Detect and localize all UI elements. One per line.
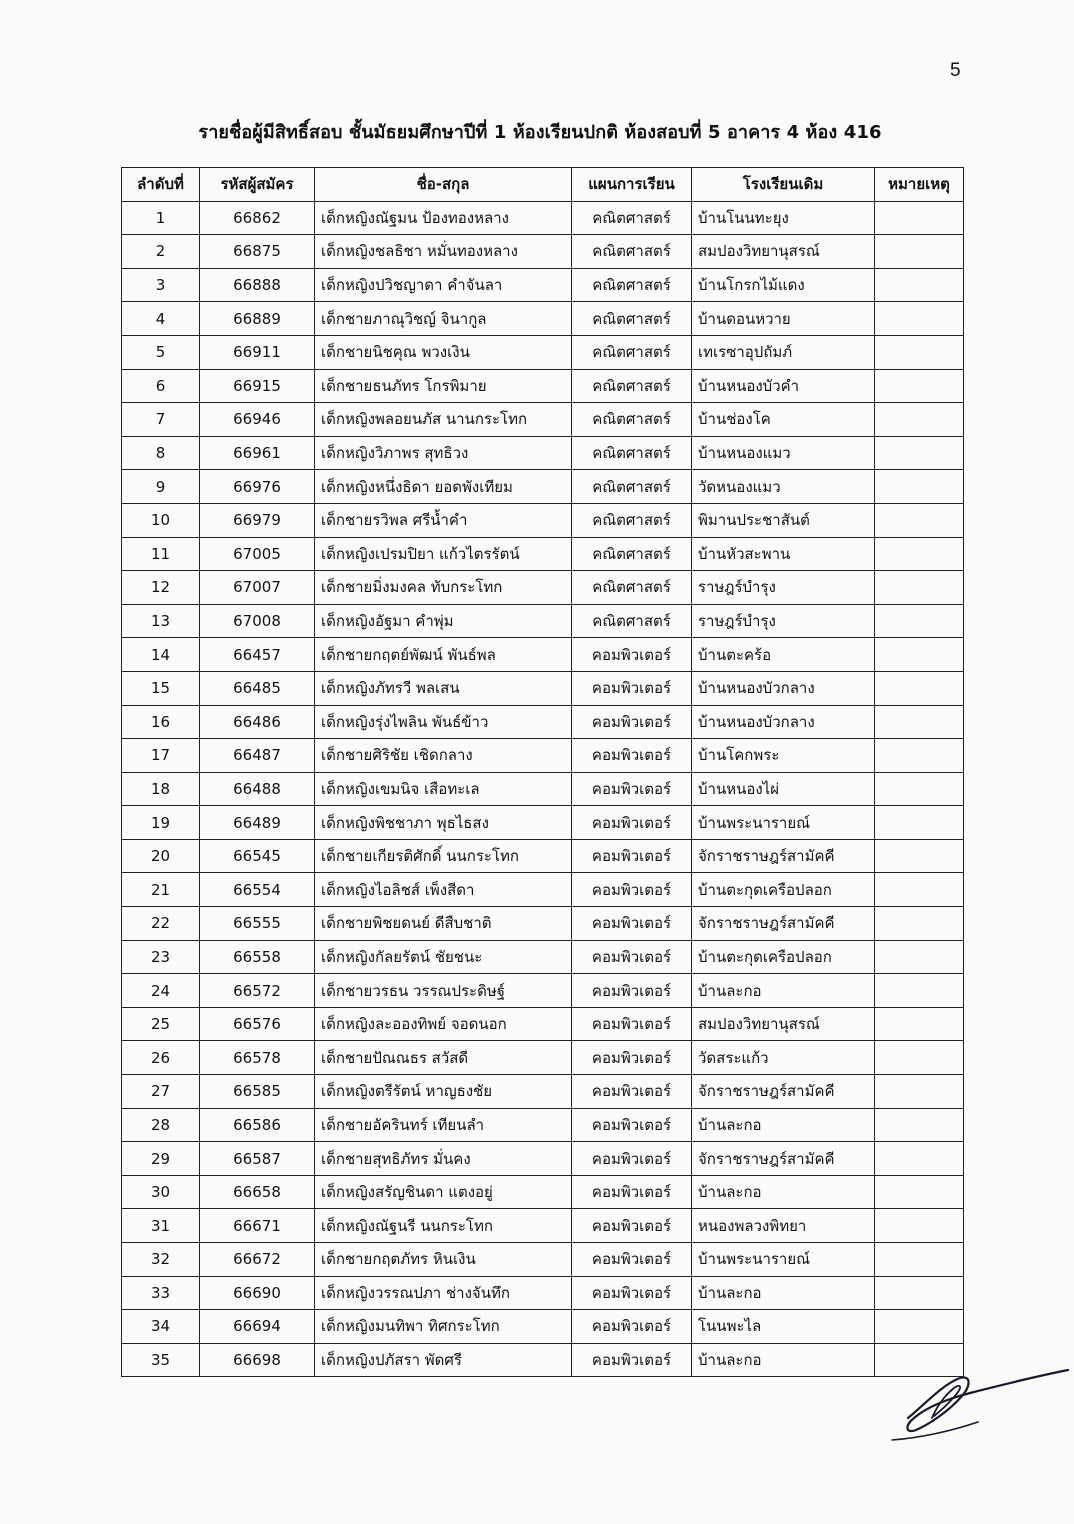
cell-sequence: 30 bbox=[122, 1175, 200, 1209]
cell-previous-school: บ้านโนนทะยุง bbox=[692, 201, 875, 235]
table-row bbox=[122, 436, 964, 470]
cell-full-name: เด็กหญิงพลอยนภัส นานกระโทก bbox=[315, 403, 572, 437]
cell-sequence: 10 bbox=[122, 503, 200, 537]
cell-previous-school: เทเรซาอุปถัมภ์ bbox=[692, 335, 875, 369]
cell-study-plan: คณิตศาสตร์ bbox=[572, 403, 692, 437]
cell-applicant-id: 66976 bbox=[200, 470, 315, 504]
cell-applicant-id: 66862 bbox=[200, 201, 315, 235]
cell-sequence: 9 bbox=[122, 470, 200, 504]
cell-full-name: เด็กชายกฤตย์พัฒน์ พันธ์พล bbox=[315, 638, 572, 672]
cell-study-plan: คอมพิวเตอร์ bbox=[572, 873, 692, 907]
cell-previous-school: จักราชราษฎร์สามัคคี bbox=[692, 1075, 875, 1109]
cell-previous-school: บ้านโคกพระ bbox=[692, 739, 875, 773]
header-applicant-id: รหัสผู้สมัคร bbox=[200, 168, 315, 202]
cell-study-plan: คณิตศาสตร์ bbox=[572, 302, 692, 336]
cell-applicant-id: 66915 bbox=[200, 369, 315, 403]
cell-sequence: 21 bbox=[122, 873, 200, 907]
cell-sequence: 4 bbox=[122, 302, 200, 336]
cell-remarks bbox=[875, 571, 964, 605]
cell-full-name: เด็กหญิงอัฐมา คำพุ่ม bbox=[315, 604, 572, 638]
table-row bbox=[122, 369, 964, 403]
table-row bbox=[122, 671, 964, 705]
cell-sequence: 14 bbox=[122, 638, 200, 672]
cell-full-name: เด็กชายภาณุวิชญ์ จินากูล bbox=[315, 302, 572, 336]
cell-remarks bbox=[875, 772, 964, 806]
cell-previous-school: บ้านช่องโค bbox=[692, 403, 875, 437]
cell-full-name: เด็กหญิงเปรมปิยา แก้วไตรรัตน์ bbox=[315, 537, 572, 571]
cell-sequence: 25 bbox=[122, 1007, 200, 1041]
cell-full-name: เด็กหญิงกัลยรัตน์ ชัยชนะ bbox=[315, 940, 572, 974]
cell-remarks bbox=[875, 436, 964, 470]
cell-previous-school: บ้านละกอ bbox=[692, 974, 875, 1008]
cell-study-plan: คอมพิวเตอร์ bbox=[572, 638, 692, 672]
cell-applicant-id: 66658 bbox=[200, 1175, 315, 1209]
cell-sequence: 33 bbox=[122, 1276, 200, 1310]
cell-remarks bbox=[875, 705, 964, 739]
cell-sequence: 17 bbox=[122, 739, 200, 773]
cell-remarks bbox=[875, 907, 964, 941]
cell-previous-school: บ้านโกรกไม้แดง bbox=[692, 268, 875, 302]
cell-previous-school: บ้านหนองบัวกลาง bbox=[692, 671, 875, 705]
cell-study-plan: คอมพิวเตอร์ bbox=[572, 772, 692, 806]
cell-applicant-id: 67008 bbox=[200, 604, 315, 638]
cell-applicant-id: 66694 bbox=[200, 1310, 315, 1344]
cell-sequence: 24 bbox=[122, 974, 200, 1008]
cell-applicant-id: 66671 bbox=[200, 1209, 315, 1243]
cell-full-name: เด็กหญิงตรีรัตน์ หาญธงชัย bbox=[315, 1075, 572, 1109]
cell-remarks bbox=[875, 671, 964, 705]
cell-applicant-id: 66457 bbox=[200, 638, 315, 672]
cell-previous-school: จักราชราษฎร์สามัคคี bbox=[692, 839, 875, 873]
cell-study-plan: คอมพิวเตอร์ bbox=[572, 1075, 692, 1109]
cell-previous-school: โนนพะไล bbox=[692, 1310, 875, 1344]
cell-remarks bbox=[875, 235, 964, 269]
cell-full-name: เด็กชายกฤตภัทร หินเงิน bbox=[315, 1243, 572, 1277]
cell-full-name: เด็กหญิงวรรณปภา ช่างจันทึก bbox=[315, 1276, 572, 1310]
cell-remarks bbox=[875, 604, 964, 638]
cell-applicant-id: 66558 bbox=[200, 940, 315, 974]
cell-remarks bbox=[875, 1209, 964, 1243]
table-row bbox=[122, 739, 964, 773]
cell-remarks bbox=[875, 268, 964, 302]
cell-applicant-id: 66586 bbox=[200, 1108, 315, 1142]
cell-full-name: เด็กชายเกียรติศักดิ์ นนกระโทก bbox=[315, 839, 572, 873]
table-row bbox=[122, 268, 964, 302]
cell-study-plan: คอมพิวเตอร์ bbox=[572, 1310, 692, 1344]
cell-full-name: เด็กหญิงพิชชาภา พุธไธสง bbox=[315, 806, 572, 840]
table-row bbox=[122, 1276, 964, 1310]
cell-previous-school: บ้านละกอ bbox=[692, 1276, 875, 1310]
cell-previous-school: บ้านละกอ bbox=[692, 1175, 875, 1209]
cell-applicant-id: 66489 bbox=[200, 806, 315, 840]
table-row bbox=[122, 705, 964, 739]
cell-previous-school: บ้านละกอ bbox=[692, 1343, 875, 1377]
cell-previous-school: บ้านพระนารายณ์ bbox=[692, 1243, 875, 1277]
table-row bbox=[122, 839, 964, 873]
cell-previous-school: บ้านตะกุดเครือปลอก bbox=[692, 873, 875, 907]
cell-sequence: 5 bbox=[122, 335, 200, 369]
cell-remarks bbox=[875, 201, 964, 235]
table-row bbox=[122, 907, 964, 941]
table-row bbox=[122, 940, 964, 974]
cell-previous-school: บ้านหนองบัวกลาง bbox=[692, 705, 875, 739]
cell-remarks bbox=[875, 873, 964, 907]
cell-study-plan: คณิตศาสตร์ bbox=[572, 335, 692, 369]
cell-study-plan: คณิตศาสตร์ bbox=[572, 201, 692, 235]
cell-applicant-id: 66545 bbox=[200, 839, 315, 873]
table-row bbox=[122, 604, 964, 638]
cell-applicant-id: 66555 bbox=[200, 907, 315, 941]
cell-full-name: เด็กชายนิชคุณ พวงเงิน bbox=[315, 335, 572, 369]
cell-full-name: เด็กหญิงปภัสรา พัดศรี bbox=[315, 1343, 572, 1377]
cell-previous-school: บ้านหัวสะพาน bbox=[692, 537, 875, 571]
cell-study-plan: คอมพิวเตอร์ bbox=[572, 974, 692, 1008]
cell-previous-school: บ้านดอนหวาย bbox=[692, 302, 875, 336]
table-row bbox=[122, 974, 964, 1008]
cell-remarks bbox=[875, 1175, 964, 1209]
cell-remarks bbox=[875, 335, 964, 369]
handwritten-signature bbox=[888, 1356, 1073, 1446]
cell-sequence: 35 bbox=[122, 1343, 200, 1377]
cell-study-plan: คณิตศาสตร์ bbox=[572, 470, 692, 504]
cell-study-plan: คอมพิวเตอร์ bbox=[572, 839, 692, 873]
table-row bbox=[122, 1175, 964, 1209]
cell-applicant-id: 66585 bbox=[200, 1075, 315, 1109]
header-full-name: ชื่อ-สกุล bbox=[315, 168, 572, 202]
cell-sequence: 6 bbox=[122, 369, 200, 403]
header-previous-school: โรงเรียนเดิม bbox=[692, 168, 875, 202]
cell-sequence: 31 bbox=[122, 1209, 200, 1243]
cell-applicant-id: 66875 bbox=[200, 235, 315, 269]
cell-remarks bbox=[875, 1142, 964, 1176]
cell-previous-school: วัดหนองแมว bbox=[692, 470, 875, 504]
cell-study-plan: คณิตศาสตร์ bbox=[572, 571, 692, 605]
cell-full-name: เด็กหญิงชลธิชา หมั่นทองหลาง bbox=[315, 235, 572, 269]
cell-previous-school: บ้านละกอ bbox=[692, 1108, 875, 1142]
cell-remarks bbox=[875, 1108, 964, 1142]
cell-remarks bbox=[875, 974, 964, 1008]
table-body bbox=[122, 201, 964, 1377]
cell-full-name: เด็กหญิงหนึ่งธิดา ยอดพังเทียม bbox=[315, 470, 572, 504]
cell-study-plan: คอมพิวเตอร์ bbox=[572, 1175, 692, 1209]
cell-previous-school: พิมานประชาสันต์ bbox=[692, 503, 875, 537]
cell-study-plan: คณิตศาสตร์ bbox=[572, 537, 692, 571]
table-row bbox=[122, 1075, 964, 1109]
table-row bbox=[122, 201, 964, 235]
table-row bbox=[122, 235, 964, 269]
cell-applicant-id: 66911 bbox=[200, 335, 315, 369]
cell-sequence: 18 bbox=[122, 772, 200, 806]
cell-remarks bbox=[875, 739, 964, 773]
cell-full-name: เด็กหญิงณัฐนรี นนกระโทก bbox=[315, 1209, 572, 1243]
cell-previous-school: วัดสระแก้ว bbox=[692, 1041, 875, 1075]
cell-study-plan: คอมพิวเตอร์ bbox=[572, 1007, 692, 1041]
table-header-row bbox=[122, 168, 964, 202]
cell-applicant-id: 66587 bbox=[200, 1142, 315, 1176]
cell-sequence: 22 bbox=[122, 907, 200, 941]
cell-remarks bbox=[875, 1007, 964, 1041]
cell-study-plan: คอมพิวเตอร์ bbox=[572, 1142, 692, 1176]
cell-study-plan: คอมพิวเตอร์ bbox=[572, 940, 692, 974]
cell-full-name: เด็กชายอัครินทร์ เทียนลำ bbox=[315, 1108, 572, 1142]
cell-sequence: 26 bbox=[122, 1041, 200, 1075]
cell-applicant-id: 66961 bbox=[200, 436, 315, 470]
cell-applicant-id: 67005 bbox=[200, 537, 315, 571]
cell-applicant-id: 66698 bbox=[200, 1343, 315, 1377]
cell-previous-school: ราษฎร์บำรุง bbox=[692, 604, 875, 638]
cell-full-name: เด็กชายธนภัทร โกรพิมาย bbox=[315, 369, 572, 403]
table-row bbox=[122, 503, 964, 537]
cell-study-plan: คอมพิวเตอร์ bbox=[572, 1041, 692, 1075]
cell-applicant-id: 66979 bbox=[200, 503, 315, 537]
table-row bbox=[122, 1209, 964, 1243]
table-row bbox=[122, 1041, 964, 1075]
cell-sequence: 20 bbox=[122, 839, 200, 873]
cell-previous-school: บ้านตะกุดเครือปลอก bbox=[692, 940, 875, 974]
cell-previous-school: สมปองวิทยานุสรณ์ bbox=[692, 1007, 875, 1041]
cell-full-name: เด็กชายวรธน วรรณประดิษฐ์ bbox=[315, 974, 572, 1008]
cell-full-name: เด็กชายปัณณธร สวัสดี bbox=[315, 1041, 572, 1075]
cell-full-name: เด็กหญิงเขมนิจ เสือทะเล bbox=[315, 772, 572, 806]
page-number: 5 bbox=[950, 60, 961, 81]
cell-study-plan: คอมพิวเตอร์ bbox=[572, 1276, 692, 1310]
table-row bbox=[122, 1310, 964, 1344]
cell-applicant-id: 66488 bbox=[200, 772, 315, 806]
header-sequence: ลำดับที่ bbox=[122, 168, 200, 202]
cell-sequence: 1 bbox=[122, 201, 200, 235]
cell-sequence: 34 bbox=[122, 1310, 200, 1344]
cell-remarks bbox=[875, 403, 964, 437]
cell-sequence: 28 bbox=[122, 1108, 200, 1142]
cell-study-plan: คอมพิวเตอร์ bbox=[572, 1343, 692, 1377]
header-remarks: หมายเหตุ bbox=[875, 168, 964, 202]
cell-remarks bbox=[875, 839, 964, 873]
cell-previous-school: จักราชราษฎร์สามัคคี bbox=[692, 1142, 875, 1176]
cell-previous-school: บ้านพระนารายณ์ bbox=[692, 806, 875, 840]
cell-full-name: เด็กชายศิริชัย เชิดกลาง bbox=[315, 739, 572, 773]
cell-full-name: เด็กหญิงณัฐมน ป้องทองหลาง bbox=[315, 201, 572, 235]
table-row bbox=[122, 470, 964, 504]
cell-applicant-id: 66572 bbox=[200, 974, 315, 1008]
cell-applicant-id: 66690 bbox=[200, 1276, 315, 1310]
cell-full-name: เด็กหญิงรุ่งไพลิน พันธ์ข้าว bbox=[315, 705, 572, 739]
table-row bbox=[122, 335, 964, 369]
cell-full-name: เด็กชายรวิพล ศรีน้ำคำ bbox=[315, 503, 572, 537]
cell-previous-school: บ้านหนองแมว bbox=[692, 436, 875, 470]
cell-applicant-id: 66576 bbox=[200, 1007, 315, 1041]
cell-sequence: 19 bbox=[122, 806, 200, 840]
cell-remarks bbox=[875, 940, 964, 974]
cell-remarks bbox=[875, 369, 964, 403]
cell-remarks bbox=[875, 1243, 964, 1277]
cell-applicant-id: 66946 bbox=[200, 403, 315, 437]
table-row bbox=[122, 571, 964, 605]
table-row bbox=[122, 772, 964, 806]
cell-sequence: 7 bbox=[122, 403, 200, 437]
cell-study-plan: คณิตศาสตร์ bbox=[572, 369, 692, 403]
table-row bbox=[122, 302, 964, 336]
cell-study-plan: คอมพิวเตอร์ bbox=[572, 739, 692, 773]
cell-sequence: 16 bbox=[122, 705, 200, 739]
cell-sequence: 32 bbox=[122, 1243, 200, 1277]
table-row bbox=[122, 873, 964, 907]
cell-full-name: เด็กหญิงภัทรวี พลเสน bbox=[315, 671, 572, 705]
cell-study-plan: คณิตศาสตร์ bbox=[572, 604, 692, 638]
cell-previous-school: สมปองวิทยานุสรณ์ bbox=[692, 235, 875, 269]
table-row bbox=[122, 806, 964, 840]
cell-study-plan: คณิตศาสตร์ bbox=[572, 235, 692, 269]
cell-sequence: 29 bbox=[122, 1142, 200, 1176]
table-row bbox=[122, 1243, 964, 1277]
cell-applicant-id: 66888 bbox=[200, 268, 315, 302]
table-row bbox=[122, 403, 964, 437]
cell-previous-school: บ้านหนองบัวคำ bbox=[692, 369, 875, 403]
table-row bbox=[122, 1343, 964, 1377]
cell-applicant-id: 66578 bbox=[200, 1041, 315, 1075]
cell-sequence: 11 bbox=[122, 537, 200, 571]
cell-remarks bbox=[875, 1310, 964, 1344]
cell-previous-school: ราษฎร์บำรุง bbox=[692, 571, 875, 605]
page-title: รายชื่อผู้มีสิทธิ์สอบ ชั้นมัธยมศึกษาปีที่ 1 ห้องเรียนปกติ ห้องสอบที่ 5 อาคาร 4 ห้อง 416 bbox=[198, 122, 882, 143]
cell-remarks bbox=[875, 1041, 964, 1075]
cell-study-plan: คณิตศาสตร์ bbox=[572, 503, 692, 537]
candidate-table bbox=[121, 167, 964, 1377]
cell-sequence: 2 bbox=[122, 235, 200, 269]
cell-applicant-id: 66554 bbox=[200, 873, 315, 907]
cell-full-name: เด็กหญิงไอลิชส์ เพ็งสีดา bbox=[315, 873, 572, 907]
cell-full-name: เด็กชายมิ่งมงคล ทับกระโทก bbox=[315, 571, 572, 605]
table-row bbox=[122, 1108, 964, 1142]
cell-study-plan: คอมพิวเตอร์ bbox=[572, 1108, 692, 1142]
cell-study-plan: คอมพิวเตอร์ bbox=[572, 907, 692, 941]
cell-applicant-id: 66889 bbox=[200, 302, 315, 336]
cell-full-name: เด็กหญิงวิภาพร สุทธิวง bbox=[315, 436, 572, 470]
cell-study-plan: คอมพิวเตอร์ bbox=[572, 671, 692, 705]
table-row bbox=[122, 1007, 964, 1041]
cell-full-name: เด็กชายสุทธิภัทร มั่นคง bbox=[315, 1142, 572, 1176]
cell-applicant-id: 66485 bbox=[200, 671, 315, 705]
cell-previous-school: บ้านหนองไผ่ bbox=[692, 772, 875, 806]
cell-remarks bbox=[875, 1075, 964, 1109]
cell-sequence: 13 bbox=[122, 604, 200, 638]
cell-sequence: 8 bbox=[122, 436, 200, 470]
cell-study-plan: คอมพิวเตอร์ bbox=[572, 705, 692, 739]
cell-remarks bbox=[875, 537, 964, 571]
cell-study-plan: คอมพิวเตอร์ bbox=[572, 1209, 692, 1243]
cell-sequence: 15 bbox=[122, 671, 200, 705]
cell-study-plan: คณิตศาสตร์ bbox=[572, 436, 692, 470]
cell-study-plan: คอมพิวเตอร์ bbox=[572, 806, 692, 840]
cell-remarks bbox=[875, 503, 964, 537]
cell-remarks bbox=[875, 470, 964, 504]
cell-applicant-id: 66487 bbox=[200, 739, 315, 773]
table-row bbox=[122, 537, 964, 571]
table-row bbox=[122, 638, 964, 672]
cell-full-name: เด็กหญิงปวิชญาดา คำจันลา bbox=[315, 268, 572, 302]
cell-sequence: 3 bbox=[122, 268, 200, 302]
cell-remarks bbox=[875, 638, 964, 672]
cell-remarks bbox=[875, 1276, 964, 1310]
cell-applicant-id: 66672 bbox=[200, 1243, 315, 1277]
cell-sequence: 27 bbox=[122, 1075, 200, 1109]
cell-remarks bbox=[875, 302, 964, 336]
cell-previous-school: บ้านตะคร้อ bbox=[692, 638, 875, 672]
cell-full-name: เด็กหญิงละอองทิพย์ จอดนอก bbox=[315, 1007, 572, 1041]
cell-previous-school: จักราชราษฎร์สามัคคี bbox=[692, 907, 875, 941]
cell-study-plan: คอมพิวเตอร์ bbox=[572, 1243, 692, 1277]
cell-sequence: 12 bbox=[122, 571, 200, 605]
cell-full-name: เด็กหญิงสรัญชินดา แตงอยู่ bbox=[315, 1175, 572, 1209]
cell-study-plan: คณิตศาสตร์ bbox=[572, 268, 692, 302]
cell-full-name: เด็กหญิงมนทิพา ทิศกระโทก bbox=[315, 1310, 572, 1344]
cell-applicant-id: 66486 bbox=[200, 705, 315, 739]
cell-applicant-id: 67007 bbox=[200, 571, 315, 605]
cell-full-name: เด็กชายพิชยดนย์ ดีสืบชาติ bbox=[315, 907, 572, 941]
header-study-plan: แผนการเรียน bbox=[572, 168, 692, 202]
cell-remarks bbox=[875, 806, 964, 840]
table-row bbox=[122, 1142, 964, 1176]
cell-sequence: 23 bbox=[122, 940, 200, 974]
cell-previous-school: หนองพลวงพิทยา bbox=[692, 1209, 875, 1243]
